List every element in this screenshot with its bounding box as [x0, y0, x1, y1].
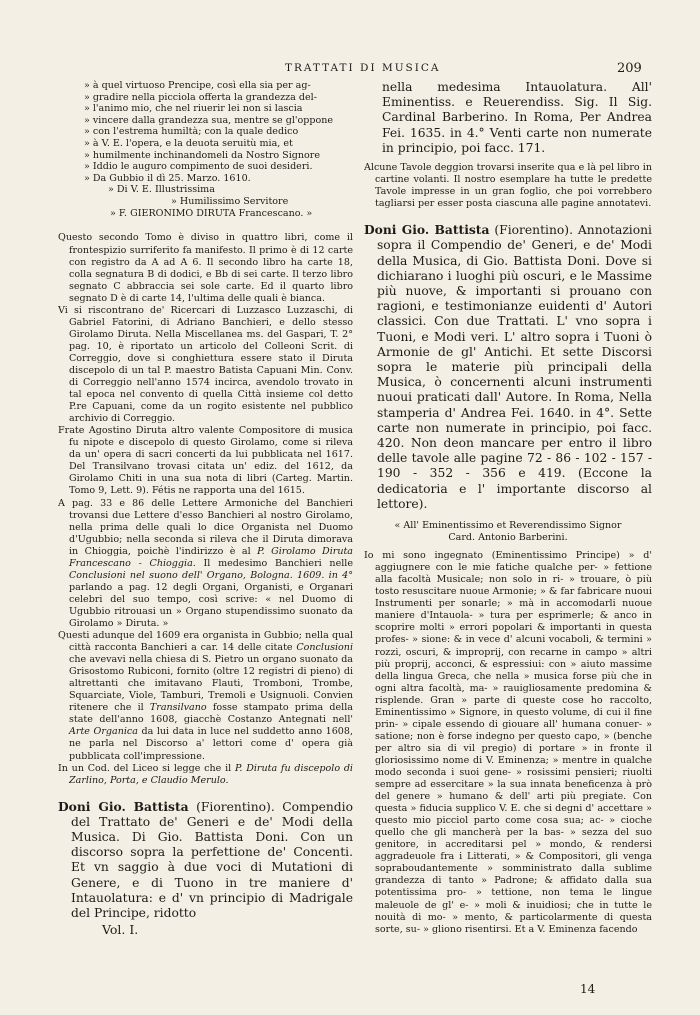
dedication-line: » vincere dalla grandezza sua, mentre se gl'oppone: [84, 114, 334, 126]
volume-mark: Vol. I.: [102, 922, 139, 938]
quoted-text: P. Diruta fu discepolo di Zarlino, Porta, e Claudio Merulo.: [69, 762, 353, 786]
note-paragraph: Alcune Tavole deggion trovarsi inserite qua e là pel libro in cartine volanti. Il nostro esemplare ha tutte le predette Tavole impresse in un gran foglio, che poi vorrebbero tagliarsi per esser posta ciascuna alle pagine annotatevi.: [364, 162, 652, 210]
note-paragraph: Vi si riscontrano de' Ricercari di Luzzasco Luzzaschi, di Gabriel Fatorini, di Adriano Banchieri, e dello stesso Girolamo Diruta. Nella Miscellanea ms. del Gaspari, T. 2° pag. 10, è riportato un articolo del Colleoni Scrit. di Correggio, dove si congһiettura essere stato il Diruta discepolo di un tal P. maestro Batista Capuani Min. Conv. di Correggio nell'anno 1574 incirca, avendolo trovato in tal epoca nel convento di quella Città insieme col detto P.re Capuani, come da un rogito esistente nel pubblico archivio di Correggio.: [58, 304, 353, 425]
book-title: Arte Organica: [69, 726, 138, 738]
signature-mark: 14: [580, 982, 596, 996]
dedication-heading: « All' Eminentissimo et Reverendissimo Signor: [394, 520, 622, 532]
page-number: 209: [617, 61, 642, 76]
dedication-line: » à V. E. l'opera, e la deuota seruitù mia, et: [84, 137, 293, 149]
entry-name: Doni Gio. Battista: [364, 222, 490, 238]
dedication-closing: » Humilissimo Servitore: [171, 196, 289, 208]
note-paragraph: Frate Agostino Diruta altro valente Compositore di musica fu nipote e discepolo di questo Girolamo, come si rileva da un' opera di sacri concerti da lui pubblicata nel 1617. Del Transilvano trovasi citata un' ediz. del 1612, da Girolamo Chiti in una sua nota di libri (Carteg. Martin. Tomo 9, Lett. 9). Fétis ne rapporta una del 1615.: [58, 425, 353, 497]
right-column: [364, 80, 652, 985]
dedication-signature: » F. GIERONIMO DIRUTA Francescano. »: [110, 208, 313, 220]
book-title: Transilvano: [149, 702, 207, 714]
dedication-block: [58, 80, 353, 220]
dedication-line: » gradire nella picciola offerta la grandezza del-: [84, 91, 317, 103]
dedication-line: » l'animo mio, che nel riuerir lei non si lascia: [84, 103, 303, 115]
dedication-text: Io mi sono ingegnato (Eminentissimo Principe) » d' aggiugnere con le mie fatiche qualche per- » fettione alla facoltà Musicale; non solo in ri- » trouare, ò più tosto resuscitare nuoue Armonie; » & far fabricare nuoui Instrumenti per sonarle; » mà in accomodarli nuoue maniere d'Intauola- » tura per esprimerle; & anco in scoprire molti » errori popolari & importanti in questa profes- » sione: & in vece d' alcuni vocaboli, & termini » rozzi, oscuri, & improprij, con recarne in campo » altri più proprij, acconci, & espressiui: con » aiuto massime della lingua Greca, che nella » musica forse più che in ogni altra facoltà, ma- » rauigliosamente predomina & risplende. Gran » parte di queste cose ho raccolto, Eminentissimo » Signore, in questo volume, di cui il fine prin- » cipale essendo di giouare all' humana conuer- » satione; non è forse indegno per questo capo, » (benche per altro sia di vil pregio) di portare » in fronte il gloriosissimo nome di V. Eminenza; » mentre in qualche modo seconda i suoi gene- » rosissimi pensieri; riuolti sempre ad essercitare » la sua innata beneficenza à prò del genere » humano & dell' arti più pregiate. Con questa » fiducia supplico V. E. che si degni d' accettare » questo mio picciol parto come cosa sua; ac- » cioche quello che gli mancherà per la bas- » sezza del suo genitore, in accreditarsi pel » mondo, & rendersi aggradeuole fra i Litterati, » & Compositori, gli venga sopraboudantemente » somministrato dalla sublime grandezza di tanto » Padrone; & affidato dalla sua potentissima pro- » tettione, non tema le lingue maleuole de gl' e- » moli & inuidiosi; che in tutte le nouità di mo- » mento, & particolarmente di questa sorte, su- » gliono risentirsi. Et a V. Eminenza facendo: [364, 550, 652, 935]
note-paragraph: In un Cod. del Liceo si legge che il P. Diruta fu discepolo di Zarlino, Porta, e Claudio Merulo.: [58, 762, 353, 786]
dedication-line: » con l'estrema humiltà; con la quale dedico: [84, 126, 299, 138]
catalog-entry-continuation: nella medesima Intauolatura. All' Eminentiss. e Reuerendiss. Sig. Il Sig. Cardinal Barberino. In Roma, Per Andrea Fei. 1635. in 4.° Venti carte non numerate in principio, poi facc. 171.: [382, 80, 652, 155]
note-paragraph: Questo secondo Tomo è diviso in quattro libri, come il frontespizio surriferito fa manifesto. Il primo è di 12 carte con registro da A ad A 6. Il secondo libro ha carte 18, colla segnatura B di dodici, e Bb di sei carte. Il terzo libro segnato C abbraccia sei sole carte. Ed il quarto libro segnato D è di carte 14, l'ultima delle quali è bianca.: [58, 232, 353, 304]
dedication-heading: Card. Antonio Barberini.: [448, 532, 568, 544]
dedication-line: » humilmente inchinandomeli da Nostro Signore: [84, 149, 320, 161]
dedication-line: » Iddio le auguro compimento de suoi desideri.: [84, 161, 313, 173]
dedication-line: » Da Gubbio il dì 25. Marzo. 1610.: [84, 172, 251, 184]
page-header: [0, 62, 700, 82]
dedication-closing: » Di V. E. Illustrissima: [108, 184, 215, 196]
book-title: Conclusioni: [296, 642, 353, 654]
note-paragraph: Questi adunque del 1609 era organista in Gubbio; nella qual città racconta Banchieri a car. 14 delle citate Conclusioni che avevavi nella chiesa di S. Pietro un organo suonato da Grisostomo Rubiconi, fornito (oltre 12 registri di pieno) di altrettanti che imitavano Flauti, Tromboni, Trombe, Squarciate, Viole, Tamburi, Tremoli e Usignuoli. Convien ritenere che il Transilvano fosse stampato prima della state dell'anno 1608, giacchè Costanzo Antegnati nell' Arte Organica da lui data in luce nel suddetto anno 1608, ne parla nel Discorso a' lettori come d' opera già pubblicata coll'impressione.: [58, 630, 353, 762]
catalog-entry: Doni Gio. Battista (Fiorentino). Compendio del Trattato de' Generi e de' Modi della Musica. Di Gio. Battista Doni. Con un discorso sopra la perfettione de' Concenti. Et vn saggio à due voci di Mutationi di Genere, e di Tuono in tre maniere d' Intauolatura: e d' vn principio di Madrigale del Principe, ridotto: [58, 798, 353, 921]
running-title: TRATTATI DI MUSICA: [285, 62, 441, 74]
left-column: [58, 80, 353, 1000]
book-title: P. Girolamo Diruta Francescano - Chioggia.: [69, 545, 353, 569]
book-title: Conclusioni nel suono dell' Organo, Bologna. 1609. in 4°: [69, 569, 353, 581]
catalog-entry: Doni Gio. Battista (Fiorentino). Annotazioni sopra il Compendio de' Generi, e de' Modi della Musica, di Gio. Battista Doni. Dove si dichiarano i luoghi più oscuri, e le Massime più nuove, & importanti si prouano con ragioni, e testimonianze euidenti d' Autori classici. Con due Trattati. L' vno sopra i Tuoni, e Modi veri. L' altro sopra i Tuoni ò Armonie de gl' Antichi. Et sette Discorsi sopra le materie più principali della Musica, ò concernenti alcuni instrumenti nuoui praticati dall' Autore. In Roma, Nella stamperia d' Andrea Fei. 1640. in 4°. Sette carte non numerate in principio, poi facc. 420. Non deon mancare per entro il libro delle tavole alle pagine 72 - 86 - 102 - 157 - 190 - 352 - 356 e 419. (Eccone la dedicatoria e l' importante discorso al lettore).: [364, 222, 652, 511]
dedication-line: » à quel virtuoso Prencipe, così ella sia per ag-: [84, 80, 311, 91]
entry-name: Doni Gio. Battista: [58, 798, 189, 814]
note-paragraph: A pag. 33 e 86 delle Lettere Armoniche del Banchieri trovansi due Lettere d'esso Banchieri al nostro Girolamo, nella prima delle quali lo dice Organista nel Duomo d'Ugubbio; nella seconda si rileva che il Diruta dimorava in Chioggia, poichè l'indirizzo è al P. Girolamo Diruta Francescano - Chioggia. Il medesimo Banchieri nelle Conclusioni nel suono dell' Organo, Bologna. 1609. in 4° parlando a pag. 12 degli Organi, Organisti, e Organari celebri del suo tempo, così scrive: « nel Duomo di Ugubbio ritrouasi un » Organo stupendissimo suonato da Girolamo » Diruta. »: [58, 497, 353, 629]
